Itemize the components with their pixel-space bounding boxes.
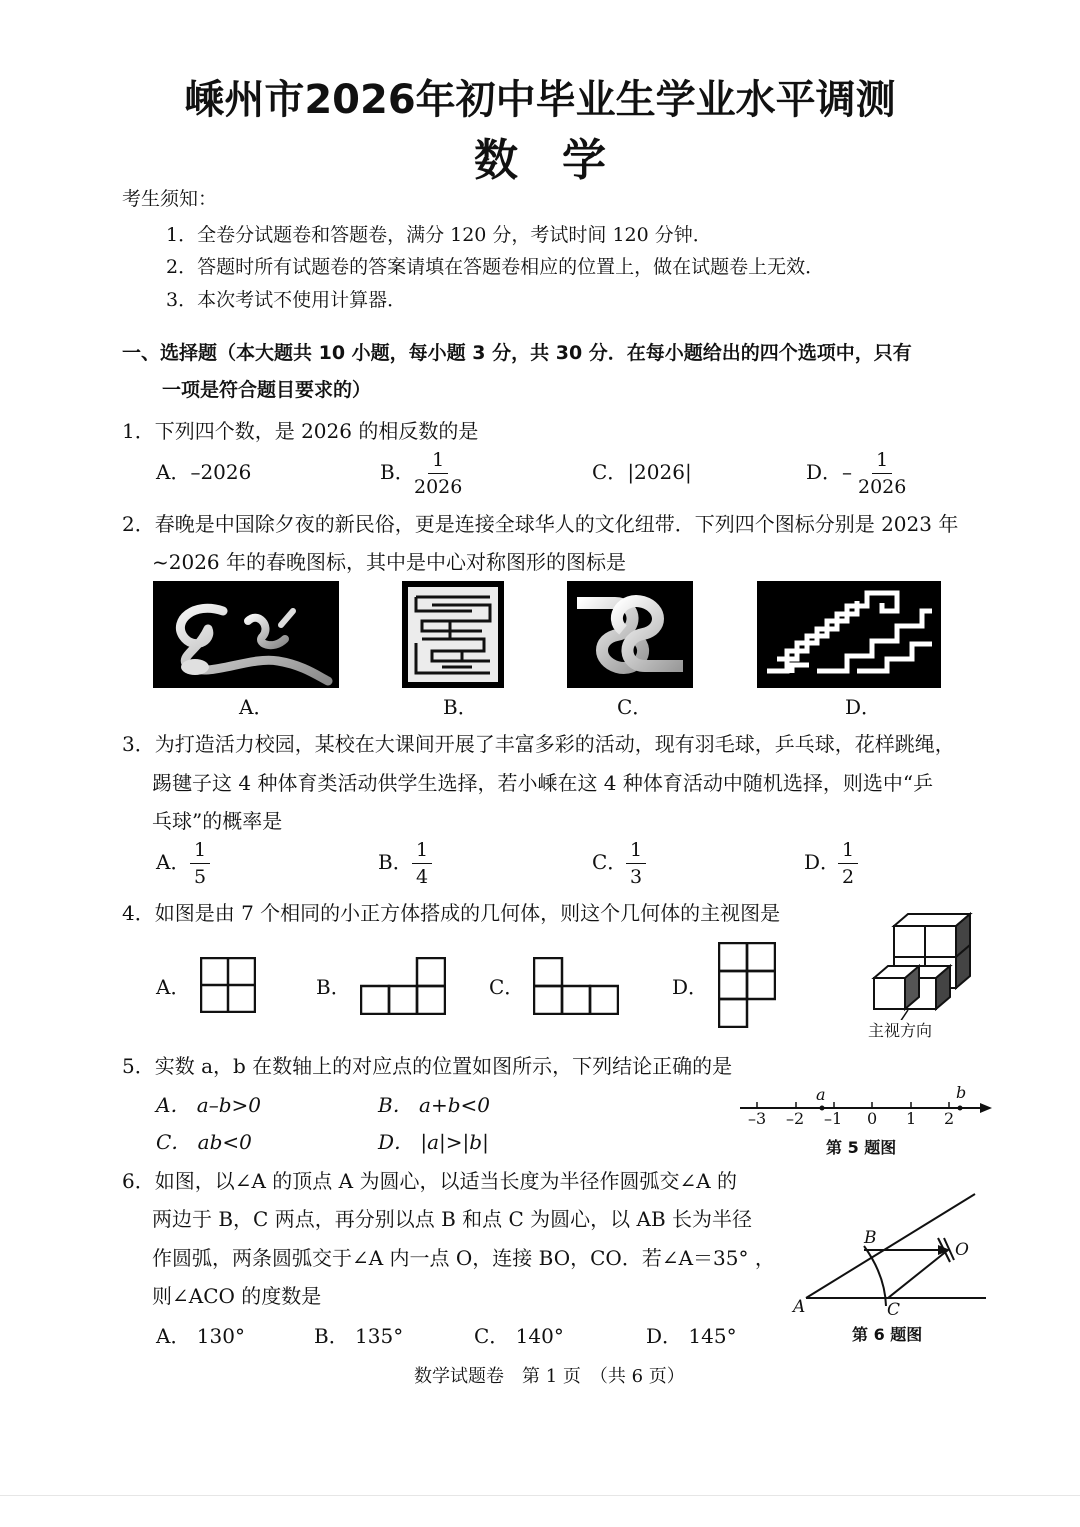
q5-tick-m2: –2 (786, 1109, 805, 1128)
section-heading-line2: 一项是符合题目要求的） (162, 379, 372, 401)
q4-view-d (718, 942, 776, 1028)
q1-option-b-label: B． (380, 460, 415, 484)
q4-stem: 4．如图是由 7 个相同的小正方体搭成的几何体，则这个几何体的主视图是 (122, 901, 781, 925)
q2-label-d: D． (845, 695, 882, 719)
q1-option-b-fraction: $\frac{1}{2026}$ (414, 449, 463, 498)
q1-option-c: C．|2026| (592, 460, 692, 484)
q4-view-direction: 主视方向 (868, 1021, 933, 1040)
q3-stem-line2: 踢毽子这 4 种体育类活动供学生选择，若小嵊在这 4 种体育活动中随机选择，则选中“乒 (152, 771, 934, 795)
notice-item-2: 2．答题时所有试题卷的答案请填在答题卷相应的位置上，做在试题卷上无效． (166, 256, 825, 278)
q5-point-b-label: b (956, 1083, 967, 1102)
q3-option-b-fraction: $\frac{1}{4}$ (412, 841, 432, 887)
q5-caption: 第 5 题图 (826, 1138, 897, 1157)
q6-point-o: O (955, 1240, 969, 1260)
q4-label-d: D． (672, 975, 709, 999)
subject-title: 数 学 (474, 135, 606, 186)
q6-stem-line4: 则∠ACO 的度数是 (152, 1284, 322, 1308)
q5-tick-0: 0 (867, 1109, 878, 1128)
notice-item-3: 3．本次考试不使用计算器． (166, 289, 407, 311)
q6-option-c: C． 140° (474, 1324, 564, 1348)
q6-stem-line3: 作圆弧，两条圆弧交于∠A 内一点 O，连接 BO，CO．若∠A＝35° ， (152, 1246, 775, 1270)
q6-caption: 第 6 题图 (852, 1325, 923, 1344)
q2-label-b: B． (443, 695, 478, 719)
notice-heading: 考生须知： (122, 188, 218, 210)
q3-option-d-fraction: $\frac{1}{2}$ (838, 841, 858, 887)
q5-option-a: A． a–b>0 (156, 1093, 262, 1117)
q1-stem: 1．下列四个数，是 2026 的相反数的是 (122, 419, 479, 443)
q3-stem-line1: 3．为打造活力校园，某校在大课间开展了丰富多彩的活动，现有羽毛球，乒乓球，花样跳绳， (122, 732, 955, 756)
q4-label-b: B． (316, 975, 351, 999)
q6-point-a: A (793, 1297, 806, 1317)
q2-stem-line2: ~2026 年的春晚图标，其中是中心对称图形的图标是 (152, 550, 627, 574)
q2-label-c: C． (617, 695, 653, 719)
q6-stem-line1: 6．如图，以∠A 的顶点 A 为圆心，以适当长度为半径作圆弧交∠A 的 (122, 1169, 737, 1193)
q1-option-d-label: D．– (806, 460, 853, 484)
q3-option-d-label: D． (804, 850, 841, 874)
q5-option-d: D． |a|>|b| (378, 1130, 489, 1154)
bottom-divider (0, 1495, 1080, 1496)
q6-point-b: B (864, 1228, 877, 1248)
q5-point-a-label: a (816, 1085, 826, 1104)
q4-view-b (360, 957, 446, 1015)
notice-item-1: 1．全卷分试题卷和答题卷，满分 120 分，考试时间 120 分钟． (166, 224, 712, 246)
q3-option-c-fraction: $\frac{1}{3}$ (626, 841, 646, 887)
q4-view-a (200, 957, 256, 1013)
q3-option-c-label: C． (592, 850, 628, 874)
q3-option-a-fraction: $\frac{1}{5}$ (190, 841, 210, 887)
q6-stem-line2: 两边于 B，C 两点，再分别以点 B 和点 C 为圆心，以 AB 长为半径 (152, 1207, 752, 1231)
q5-option-c: C． ab<0 (156, 1130, 252, 1154)
q5-option-b: B． a+b<0 (378, 1093, 491, 1117)
page-footer: 数学试题卷 第 1 页 （共 6 页） (414, 1366, 685, 1387)
q1-option-a: A．–2026 (156, 460, 252, 484)
q6-option-b: B． 135° (314, 1324, 404, 1348)
gala-icon-2025-snake (153, 581, 339, 688)
exam-title: 嵊州市2026年初中毕业生学业水平调测 (184, 77, 896, 123)
q3-option-a-label: A． (156, 850, 191, 874)
q1-option-d-fraction: $\frac{1}{2026}$ (858, 449, 907, 498)
q4-label-c: C． (489, 975, 525, 999)
q5-tick-1: 1 (906, 1109, 917, 1128)
section-heading-line1: 一、选择题（本大题共 10 小题，每小题 3 分，共 30 分．在每小题给出的四个选项中，只有 (122, 342, 912, 364)
q5-tick-m3: –3 (748, 1109, 767, 1128)
q3-option-b-label: B． (378, 850, 413, 874)
q5-stem: 5．实数 a，b 在数轴上的对应点的位置如图所示，下列结论正确的是 (122, 1054, 733, 1078)
q6-option-d: D． 145° (646, 1324, 737, 1348)
q2-label-a: A． (239, 695, 274, 719)
q2-stem-line1: 2．春晚是中国除夕夜的新民俗，更是连接全球华人的文化纽带．下列四个图标分别是 2023 年 (122, 512, 959, 536)
q4-label-a: A． (156, 975, 191, 999)
q5-tick-m1: –1 (824, 1109, 843, 1128)
gala-icon-2024-dragon (402, 581, 504, 688)
gala-icon-2023 (757, 581, 941, 688)
q6-option-a: A． 130° (156, 1324, 245, 1348)
q4-view-c (533, 957, 619, 1015)
q4-cube-figure (868, 910, 978, 1024)
q5-tick-2: 2 (944, 1109, 955, 1128)
gala-icon-2026 (567, 581, 693, 688)
q6-point-c: C (887, 1300, 901, 1320)
q3-stem-line3: 乓球”的概率是 (152, 809, 283, 833)
